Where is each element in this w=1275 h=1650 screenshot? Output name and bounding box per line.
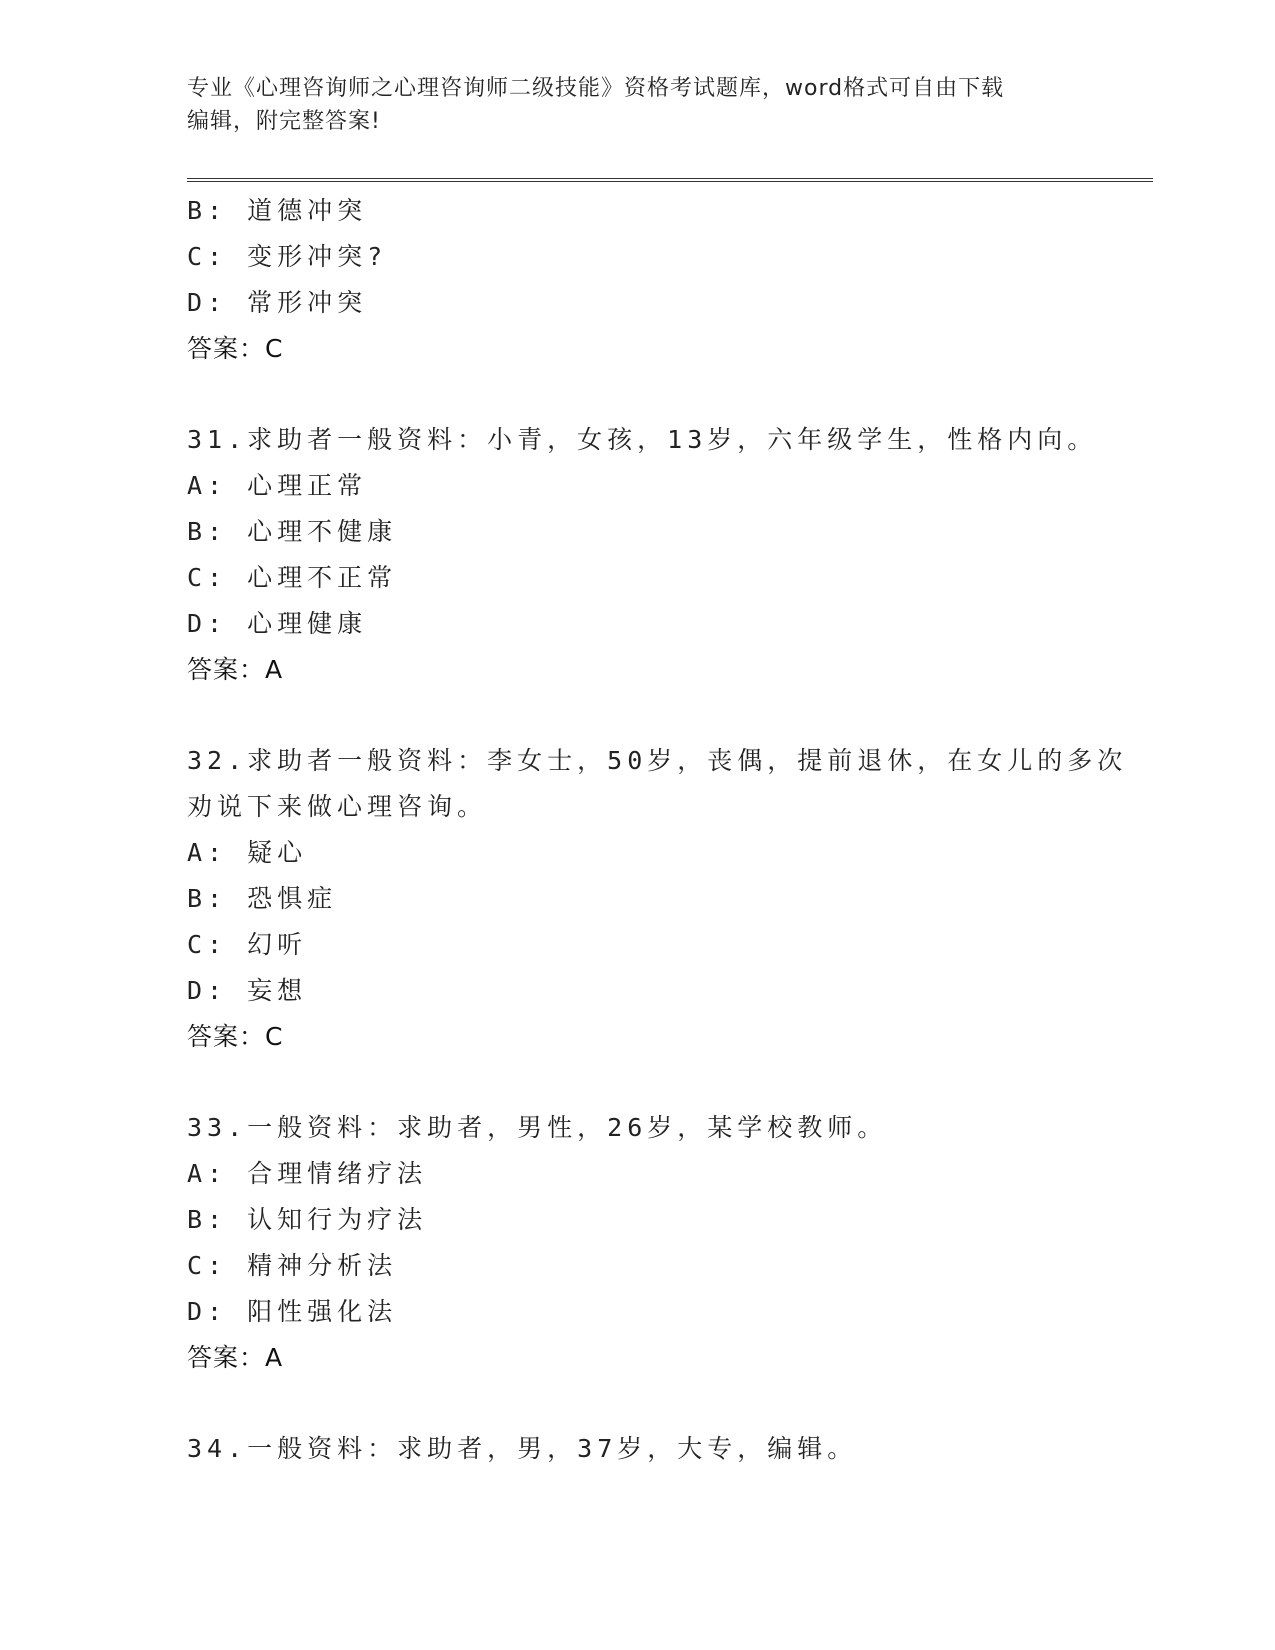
header-divider <box>187 178 1153 182</box>
spacer <box>187 1381 1107 1426</box>
question-30 <box>187 188 1107 372</box>
header-line-2: 编辑，附完整答案! <box>187 109 381 134</box>
option-b: B: 心理不健康 <box>187 517 398 546</box>
option-d: D: 心理健康 <box>187 609 368 638</box>
answer: 答案：A <box>187 655 284 684</box>
option-d: D: 常形冲突 <box>187 288 368 317</box>
spacer <box>187 1060 1107 1105</box>
question-34 <box>187 1426 1107 1472</box>
header-line-1: 专业《心理咨询师之心理咨询师二级技能》资格考试题库，word格式可自由下载 <box>187 76 1005 101</box>
option-b: B: 恐惧症 <box>187 884 338 913</box>
option-d: D: 阳性强化法 <box>187 1297 398 1326</box>
question-stem: 31.求助者一般资料：小青，女孩，13岁，六年级学生，性格内向。 <box>187 425 1098 454</box>
answer: 答案：C <box>187 1022 284 1051</box>
spacer <box>187 693 1107 738</box>
option-c: C: 心理不正常 <box>187 563 398 592</box>
question-32 <box>187 738 1128 1060</box>
option-a: A: 疑心 <box>187 838 308 867</box>
question-stem-line-2: 劝说下来做心理咨询。 <box>187 792 488 821</box>
document-header <box>187 72 1067 138</box>
option-d: D: 妄想 <box>187 976 308 1005</box>
option-c: C: 幻听 <box>187 930 308 959</box>
option-c: C: 变形冲突? <box>187 242 388 271</box>
option-c: C: 精神分析法 <box>187 1251 398 1280</box>
question-list <box>187 188 1128 1472</box>
spacer <box>187 372 1107 417</box>
question-stem: 33.一般资料：求助者，男性，26岁，某学校教师。 <box>187 1113 888 1142</box>
question-33 <box>187 1105 1107 1381</box>
answer: 答案：A <box>187 1343 284 1372</box>
option-a: A: 合理情绪疗法 <box>187 1159 428 1188</box>
question-31 <box>187 417 1107 693</box>
option-a: A: 心理正常 <box>187 471 368 500</box>
option-b: B: 认知行为疗法 <box>187 1205 428 1234</box>
answer: 答案：C <box>187 334 284 363</box>
question-stem: 34.一般资料：求助者，男，37岁，大专，编辑。 <box>187 1434 858 1463</box>
question-stem-line-1: 32.求助者一般资料：李女士，50岁，丧偶，提前退休，在女儿的多次 <box>187 746 1128 775</box>
option-b: B: 道德冲突 <box>187 196 368 225</box>
